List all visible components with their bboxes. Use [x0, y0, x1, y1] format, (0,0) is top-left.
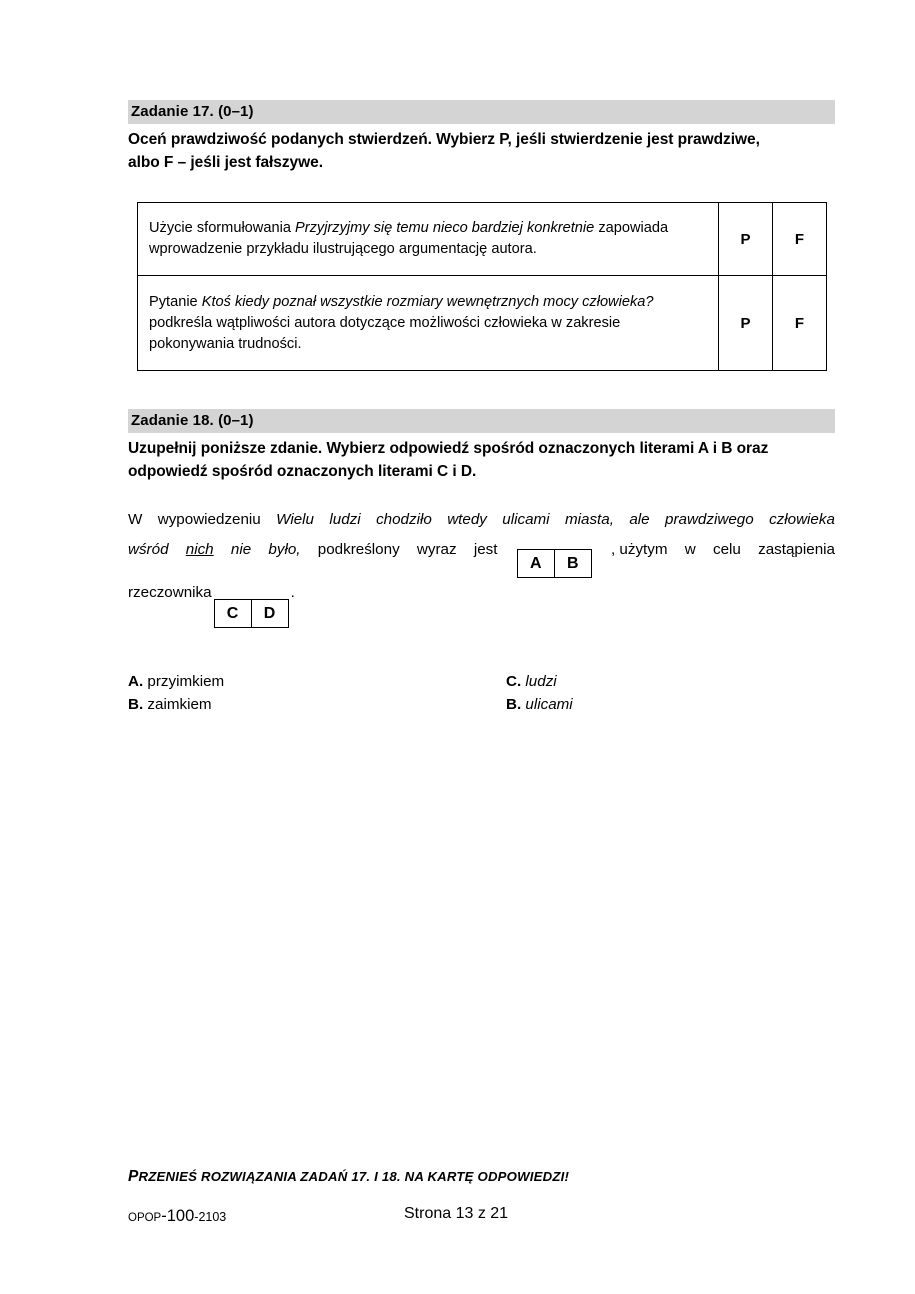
sentence-period: .	[290, 584, 295, 601]
sentence-word: prawdziwego	[665, 511, 754, 528]
sentence-line-1-text	[128, 505, 835, 535]
task-18-instruction-line-2: odpowiedź spośród oznaczonych literami C i D.	[128, 463, 477, 480]
task-18-instruction-line-1: Uzupełnij poniższe zdanie. Wybierz odpowiedź spośród oznaczonych literami A i B oraz	[128, 440, 769, 457]
answer-options-left-column	[128, 670, 224, 716]
list-item[interactable]	[128, 693, 224, 716]
code-dash-2: -	[194, 1210, 199, 1224]
sentence-word: wtedy	[447, 511, 487, 528]
task-17-header: Zadanie 17. (0–1)	[128, 100, 835, 124]
answer-option-a[interactable]: A	[529, 555, 542, 572]
task-spacer	[128, 371, 835, 409]
sentence-word: , użytym	[610, 541, 668, 558]
option-letter: C.	[506, 673, 522, 690]
sentence-word: człowieka	[769, 511, 835, 528]
task-17-instruction	[128, 124, 835, 174]
sentence-word: wypowiedzeniu	[157, 511, 261, 528]
answer-option-b[interactable]: B	[554, 550, 591, 577]
option-letter: A.	[128, 673, 144, 690]
statement-1-choice-false[interactable]: F	[773, 203, 827, 276]
page-number: Strona 13 z 21	[404, 1205, 509, 1222]
option-text: ulicami	[525, 696, 573, 713]
true-false-table	[137, 202, 827, 371]
answer-box-cd[interactable]	[214, 599, 289, 628]
statement-1-choice-true[interactable]: P	[719, 203, 773, 276]
sentence-word: nie	[230, 541, 252, 558]
task-17-instruction-line-1: Oceń prawdziwość podanych stwierdzeń. Wybierz P, jeśli stwierdzenie jest prawdziwe,	[128, 131, 760, 148]
document-code	[128, 1207, 226, 1226]
code-dash-1: -	[161, 1207, 167, 1225]
transfer-answers-note	[128, 1168, 569, 1186]
task-18-sentence	[128, 505, 835, 628]
statement-1-part-1: Użycie sformułowania	[149, 220, 295, 236]
page-content	[128, 100, 835, 720]
code-prefix: OPOP	[128, 1212, 162, 1224]
sentence-word: W	[128, 511, 143, 528]
option-text: przyimkiem	[147, 673, 225, 690]
task-18-header: Zadanie 18. (0–1)	[128, 409, 835, 433]
sentence-word: ludzi	[329, 511, 361, 528]
table-row	[138, 203, 827, 276]
sentence-word: ulicami	[502, 511, 550, 528]
statement-2-choice-true[interactable]: P	[719, 276, 773, 371]
sentence-word: było,	[268, 541, 301, 558]
table-row	[138, 276, 827, 371]
list-item[interactable]	[128, 670, 224, 693]
sentence-word: miasta,	[564, 511, 614, 528]
sentence-word: wyraz	[416, 541, 457, 558]
sentence-line-1	[128, 505, 835, 535]
code-middle: 100	[166, 1207, 195, 1225]
statement-1-part-2: zapowiada wprowadzenie przykładu ilustrującego argumentację autora.	[149, 220, 669, 257]
statement-2-part-1: Pytanie	[149, 293, 202, 310]
task-17-instruction-line-2: albo F – jeśli jest fałszywe.	[128, 154, 323, 171]
sentence-word: rzeczownika	[128, 584, 212, 601]
sentence-word: w	[684, 541, 696, 558]
sentence-word: Wielu	[276, 511, 314, 528]
statement-2-choice-false[interactable]: F	[773, 276, 827, 371]
sentence-word: chodziło	[376, 511, 432, 528]
sentence-word: podkreślony	[317, 541, 400, 558]
option-letter: B.	[128, 696, 144, 713]
answer-option-d[interactable]: D	[251, 600, 288, 627]
answer-options	[128, 670, 835, 720]
option-letter: B.	[506, 696, 522, 713]
statement-2-part-2: podkreśla wątpliwości autora dotyczące możliwości człowieka w zakresie pokonywania trudności.	[149, 314, 621, 352]
option-text: zaimkiem	[147, 696, 212, 713]
sentence-word: wśród	[128, 541, 169, 558]
sentence-word: celu	[713, 541, 741, 558]
statement-2-italic: Ktoś kiedy poznał wszystkie rozmiary wewnętrznych mocy człowieka?	[201, 293, 654, 310]
statement-1-italic: Przyjrzyjmy się temu nieco bardziej konkretnie	[295, 220, 595, 236]
list-item[interactable]	[506, 693, 573, 716]
answer-options-right-column	[506, 670, 573, 716]
transfer-note-rest: RZENIEŚ ROZWIĄZANIA ZADAŃ 17. I 18. NA KARTĘ ODPOWIEDZI!	[138, 1169, 570, 1184]
statement-cell-1	[138, 203, 719, 276]
sentence-word: jest	[473, 541, 498, 558]
underlined-word: nich	[185, 541, 214, 558]
task-18-instruction	[128, 433, 835, 483]
sentence-line-2	[128, 535, 835, 578]
answer-box-ab[interactable]	[517, 549, 592, 578]
list-item[interactable]	[506, 670, 573, 693]
sentence-line-3	[128, 578, 835, 628]
statement-cell-2	[138, 276, 719, 371]
sentence-word: zastąpienia	[758, 541, 835, 558]
code-suffix: 2103	[198, 1210, 227, 1224]
transfer-note-lead: P	[128, 1168, 139, 1185]
sentence-word: ale	[629, 511, 650, 528]
option-text: ludzi	[525, 673, 557, 690]
answer-option-c[interactable]: C	[226, 605, 239, 622]
